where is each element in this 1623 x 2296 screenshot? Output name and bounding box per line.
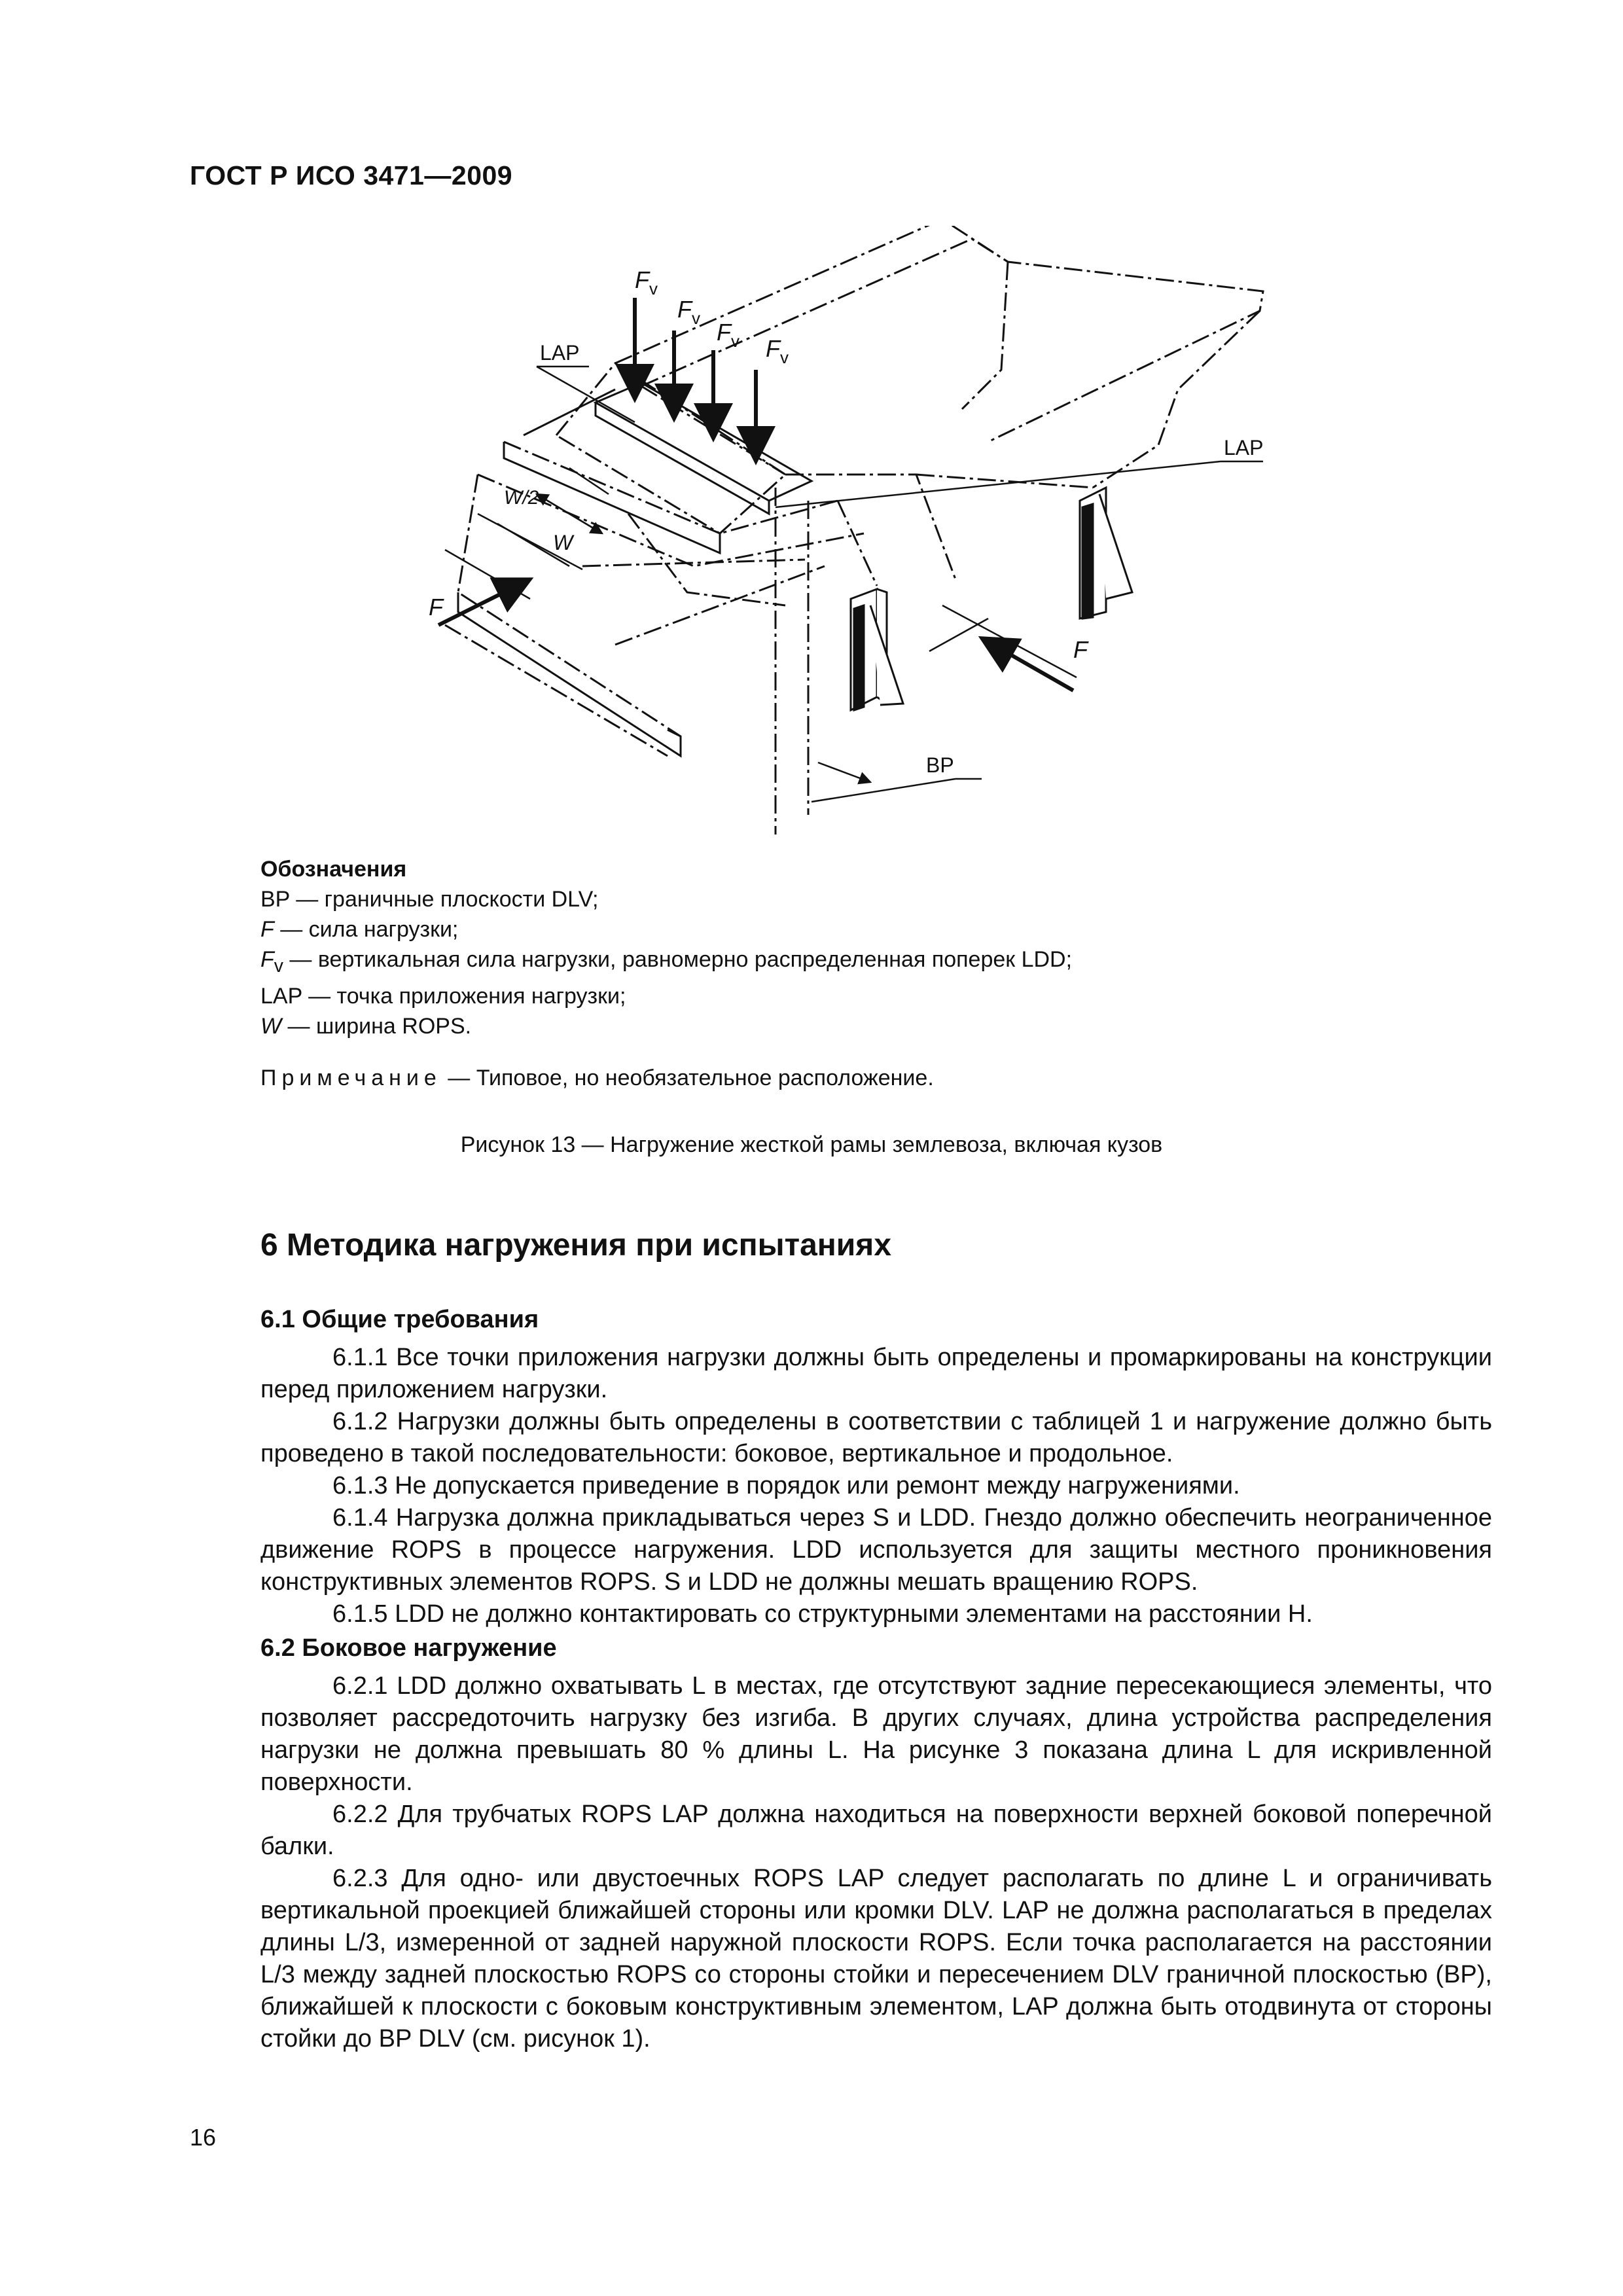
subsection-6-1-title: 6.1 Общие требования — [260, 1306, 539, 1333]
legend-item-bp: BP — граничные плоскости DLV; — [260, 887, 599, 912]
page-number: 16 — [190, 2124, 217, 2151]
paragraph-6-2-3: 6.2.3 Для одно- или двустоечных ROPS LAP следует располагать по длине L и ограничивать вертикальной проекцией ближайшей стороны или кромки DLV. LAP не должна располагаться в пределах длины L/3, измеренной от задней наружной плоскости ROPS. Если точка располагается на расстоянии L/3 между задней плоскостью ROPS со стороны стойки и пересечением DLV граничной плоскостью (BP), ближайшей к плоскости с боковым конструктивным элементом, LAP должна быть отодвинута от стороны стойки до BP DLV (см. рисунок 1). — [260, 1865, 1492, 2053]
lateral-force-arrows — [438, 579, 1073, 691]
label-fv2: F — [677, 296, 692, 323]
figure-legend — [260, 854, 1504, 1041]
label-fv4-sub: v — [780, 348, 789, 367]
support-plate-right — [1080, 488, 1132, 619]
paragraph-6-1-1: 6.1.1 Все точки приложения нагрузки должны быть определены и промаркированы на конструкции перед приложением нагрузки. — [260, 1344, 1492, 1403]
label-fv1-sub: v — [649, 279, 658, 298]
legend-item-fv: $F_v$ — вертикальная сила нагрузки, равномерно распределенная поперек LDD; — [260, 947, 1073, 977]
label-bp: BP — [926, 753, 954, 777]
legend-item-w: W — ширина ROPS. — [260, 1013, 472, 1039]
legend-item-f: F — сила нагрузки; — [260, 917, 459, 942]
figure-labels — [429, 266, 1263, 777]
label-fv2-sub: v — [692, 308, 700, 328]
figure-caption: Рисунок 13 — Нагружение жесткой рамы землевоза, включая кузов — [460, 1132, 1163, 1157]
dump-truck-frame-drawing — [419, 226, 1296, 834]
label-fv3: F — [717, 319, 731, 346]
label-fv3-sub: v — [731, 331, 740, 351]
label-f-left: F — [429, 594, 443, 620]
figure-note — [260, 1066, 934, 1091]
frame-outline-dashdot — [445, 226, 1263, 834]
paragraph-6-2-1: 6.2.1 LDD должно охватывать L в местах, где отсутствуют задние пересекающиеся элементы, что позволяет рассредоточить нагрузку без изгиба. В других случаях, длина устройства распределения нагрузки не должна превышать 80 % длины L. На рисунке 3 показана длина L для искривленной поверхности. — [260, 1672, 1492, 1796]
note-text: — Типовое, но необязательное расположение. — [441, 1066, 934, 1090]
label-f-right: F — [1073, 636, 1088, 663]
paragraph-6-1-3: 6.1.3 Не допускается приведение в порядок или ремонт между нагружениями. — [332, 1472, 1240, 1499]
paragraph-6-1-2: 6.1.2 Нагрузки должны быть определены в соответствии с таблицей 1 и нагружение должно быть проведено в такой последовательности: боковое, вертикальное и продольное. — [260, 1408, 1492, 1467]
support-plate-left — [851, 589, 903, 710]
section-title: 6 Методика нагружения при испытаниях — [260, 1228, 892, 1263]
label-lap-left: LAP — [540, 341, 580, 365]
label-fv1: F — [635, 266, 649, 293]
paragraph-6-1-5: 6.1.5 LDD не должно контактировать со структурными элементами на расстоянии H. — [332, 1600, 1313, 1628]
label-fv4: F — [766, 335, 780, 362]
figure-13-diagram — [419, 226, 1296, 834]
legend-item-lap: LAP — точка приложения нагрузки; — [260, 983, 626, 1009]
subsection-6-2-title: 6.2 Боковое нагружение — [260, 1634, 557, 1662]
frame-solid-members — [458, 389, 720, 756]
label-w: W — [553, 531, 573, 554]
note-label: Примечание — [260, 1066, 442, 1090]
label-w-half: W/2 — [504, 487, 539, 509]
legend-title: Обозначения — [260, 857, 407, 882]
dimension-lines — [445, 367, 1263, 802]
paragraph-6-1-4: 6.1.4 Нагрузка должна прикладываться через S и LDD. Гнездо должно обеспечить неограниченное движение ROPS в процессе нагружения. LDD используется для защиты местного проникновения конструктивных элементов ROPS. S и LDD не должны мешать вращению ROPS. — [260, 1504, 1492, 1596]
label-lap-right: LAP — [1224, 436, 1264, 459]
document-header: ГОСТ Р ИСО 3471—2009 — [190, 160, 513, 190]
paragraph-6-2-2: 6.2.2 Для трубчатых ROPS LAP должна находиться на поверхности верхней боковой поперечной балки. — [260, 1801, 1492, 1860]
